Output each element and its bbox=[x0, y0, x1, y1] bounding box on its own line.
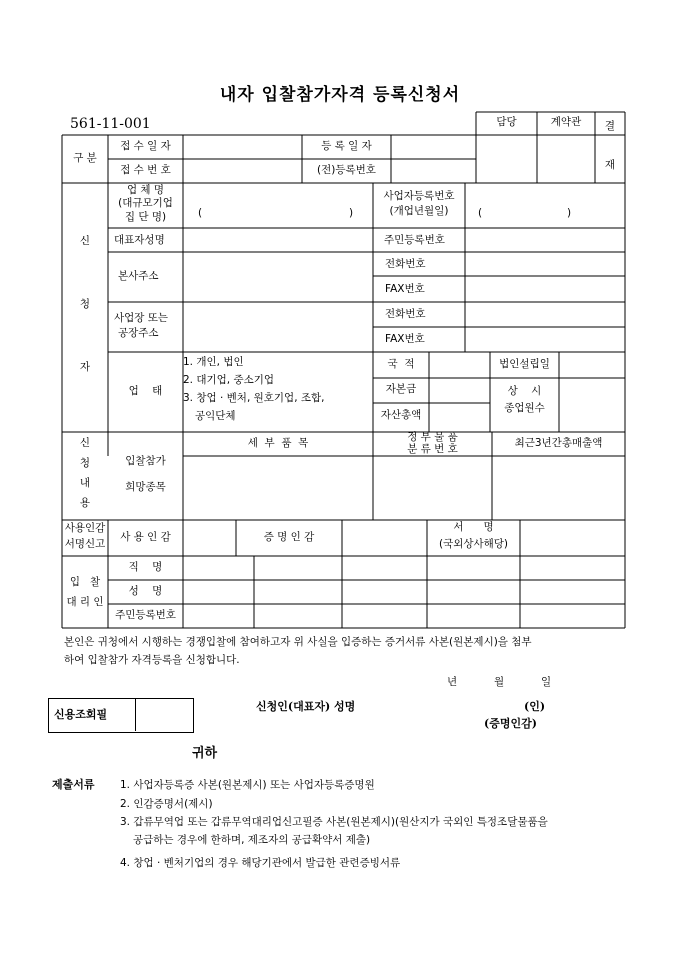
division-label: 구 분 bbox=[73, 152, 97, 164]
page-title: 내자 입찰참가자격 등록신청서 bbox=[219, 85, 461, 105]
prev-registration-number-label: (전)등록번호 bbox=[317, 164, 376, 176]
seal-side-2: 서명신고 bbox=[64, 538, 106, 550]
business-type-option-2: 2. 대기업, 중소기업 bbox=[183, 374, 275, 386]
application-side-4: 용 bbox=[79, 497, 91, 509]
head-office-label: 본사주소 bbox=[118, 270, 159, 282]
company-name-paren-open: ( bbox=[198, 207, 203, 219]
applicant-side-2: 청 bbox=[79, 298, 91, 310]
biz-reg-paren-close: ) bbox=[567, 207, 572, 219]
statement-line-2: 하여 입찰참가 자격등록을 신청합니다. bbox=[64, 654, 240, 666]
agent-side-2: 대 리 인 bbox=[66, 596, 104, 608]
fax-label: FAX번호 bbox=[385, 283, 425, 295]
company-name-label-1: 업 체 명 bbox=[126, 184, 165, 196]
date-month-label: 월 bbox=[494, 676, 505, 688]
incorporation-date-label: 법인설립일 bbox=[499, 358, 550, 370]
business-type-option-1: 1. 개인, 법인 bbox=[183, 356, 244, 368]
statement-line-1: 본인은 귀청에서 시행하는 경쟁입찰에 참여하고자 위 사실을 입증하는 증거서류 사본(원본제시)을 첨부 bbox=[64, 636, 532, 648]
approval-seal-2: 재 bbox=[604, 159, 616, 171]
business-type-option-3a: 3. 창업 · 벤처, 원호기업, 조합, bbox=[183, 392, 325, 404]
desired-items-label-2: 희망종목 bbox=[125, 481, 166, 493]
documents-label: 제출서류 bbox=[52, 778, 95, 791]
gov-class-header-1: 정 부 물 품 bbox=[407, 431, 458, 443]
resident-no-label: 주민등록번호 bbox=[384, 234, 445, 246]
total-assets-label: 자산총액 bbox=[380, 409, 422, 421]
approval-contract-officer: 계약관 bbox=[550, 116, 582, 128]
business-type-label: 업 태 bbox=[128, 385, 163, 397]
applicant-sign-label: 신청인(대표자) 성명 bbox=[256, 700, 356, 713]
documents-item-3b: 공급하는 경우에 한하며, 제조자의 공급확약서 제출) bbox=[133, 834, 371, 846]
company-name-paren-close: ) bbox=[349, 207, 354, 219]
seal-cert-note: (증명인감) bbox=[484, 717, 537, 730]
date-year-label: 년 bbox=[447, 676, 458, 688]
nationality-label: 국 적 bbox=[387, 358, 415, 370]
document-number: 561-11-001 bbox=[70, 116, 151, 132]
agent-side-1: 입 찰 bbox=[69, 576, 101, 588]
company-name-label-3: 집 단 명) bbox=[124, 211, 167, 223]
documents-item-2: 2. 인감증명서(제시) bbox=[120, 798, 213, 810]
documents-item-1: 1. 사업자등록증 사본(원본제시) 또는 사업자등록증명원 bbox=[120, 779, 375, 791]
company-name-label-2: (대규모기업 bbox=[118, 197, 173, 209]
biz-reg-paren-open: ( bbox=[478, 207, 483, 219]
agent-position-label: 직 명 bbox=[128, 561, 163, 573]
phone-label-2: 전화번호 bbox=[385, 308, 426, 320]
regular-employees-label-1: 상 시 bbox=[507, 385, 542, 397]
gov-class-header-2: 분 류 번 호 bbox=[407, 443, 458, 455]
recent-sales-header: 최근3년간총매출액 bbox=[514, 437, 603, 449]
credit-check-label: 신용조회필 bbox=[54, 708, 108, 721]
capital-label: 자본금 bbox=[385, 383, 417, 395]
fax-label-2: FAX번호 bbox=[385, 333, 425, 345]
application-side-2: 청 bbox=[79, 457, 91, 469]
credit-check-divider bbox=[135, 698, 136, 731]
registration-date-label: 등 록 일 자 bbox=[321, 140, 372, 152]
applicant-side-3: 자 bbox=[79, 361, 91, 373]
biz-reg-no-label-2: (개업년월일) bbox=[389, 205, 449, 217]
seal-used-label: 사 용 인 감 bbox=[120, 531, 171, 543]
receipt-date-label: 접 수 일 자 bbox=[120, 140, 171, 152]
representative-label: 대표자성명 bbox=[114, 234, 165, 246]
seal-mark: (인) bbox=[524, 700, 546, 713]
workplace-label-1: 사업장 또는 bbox=[114, 312, 169, 324]
workplace-label-2: 공장주소 bbox=[118, 327, 159, 339]
documents-item-3a: 3. 갑류무역업 또는 갑류무역대리업신고필증 사본(원본제시)(원산지가 국외인 특정조달물품을 bbox=[120, 816, 548, 828]
addressee: 귀하 bbox=[192, 746, 218, 761]
regular-employees-label-2: 종업원수 bbox=[504, 402, 545, 414]
application-side-1: 신 bbox=[79, 437, 91, 449]
receipt-number-label: 접 수 번 호 bbox=[120, 164, 171, 176]
approval-charge: 담당 bbox=[496, 116, 517, 128]
signature-note: (국외상사해당) bbox=[438, 538, 509, 550]
phone-label: 전화번호 bbox=[385, 258, 426, 270]
documents-item-4: 4. 창업 · 벤처기업의 경우 해당기관에서 발급한 관련증빙서류 bbox=[120, 857, 401, 869]
applicant-side-1: 신 bbox=[79, 235, 91, 247]
agent-resident-no-label: 주민등록번호 bbox=[115, 609, 176, 621]
agent-name-label: 성 명 bbox=[128, 585, 163, 597]
signature-label: 서 명 bbox=[453, 521, 494, 533]
biz-reg-no-label-1: 사업자등록번호 bbox=[383, 190, 455, 202]
certified-seal-label: 증 명 인 감 bbox=[263, 531, 315, 543]
desired-items-label-1: 입찰참가 bbox=[125, 455, 166, 467]
seal-side-1: 사용인감 bbox=[64, 522, 106, 534]
business-type-option-3b: 공익단체 bbox=[195, 410, 236, 422]
detail-items-header: 세 부 품 목 bbox=[247, 437, 309, 449]
application-side-3: 내 bbox=[79, 477, 91, 489]
date-day-label: 일 bbox=[541, 676, 552, 688]
approval-seal-1: 결 bbox=[604, 120, 616, 132]
